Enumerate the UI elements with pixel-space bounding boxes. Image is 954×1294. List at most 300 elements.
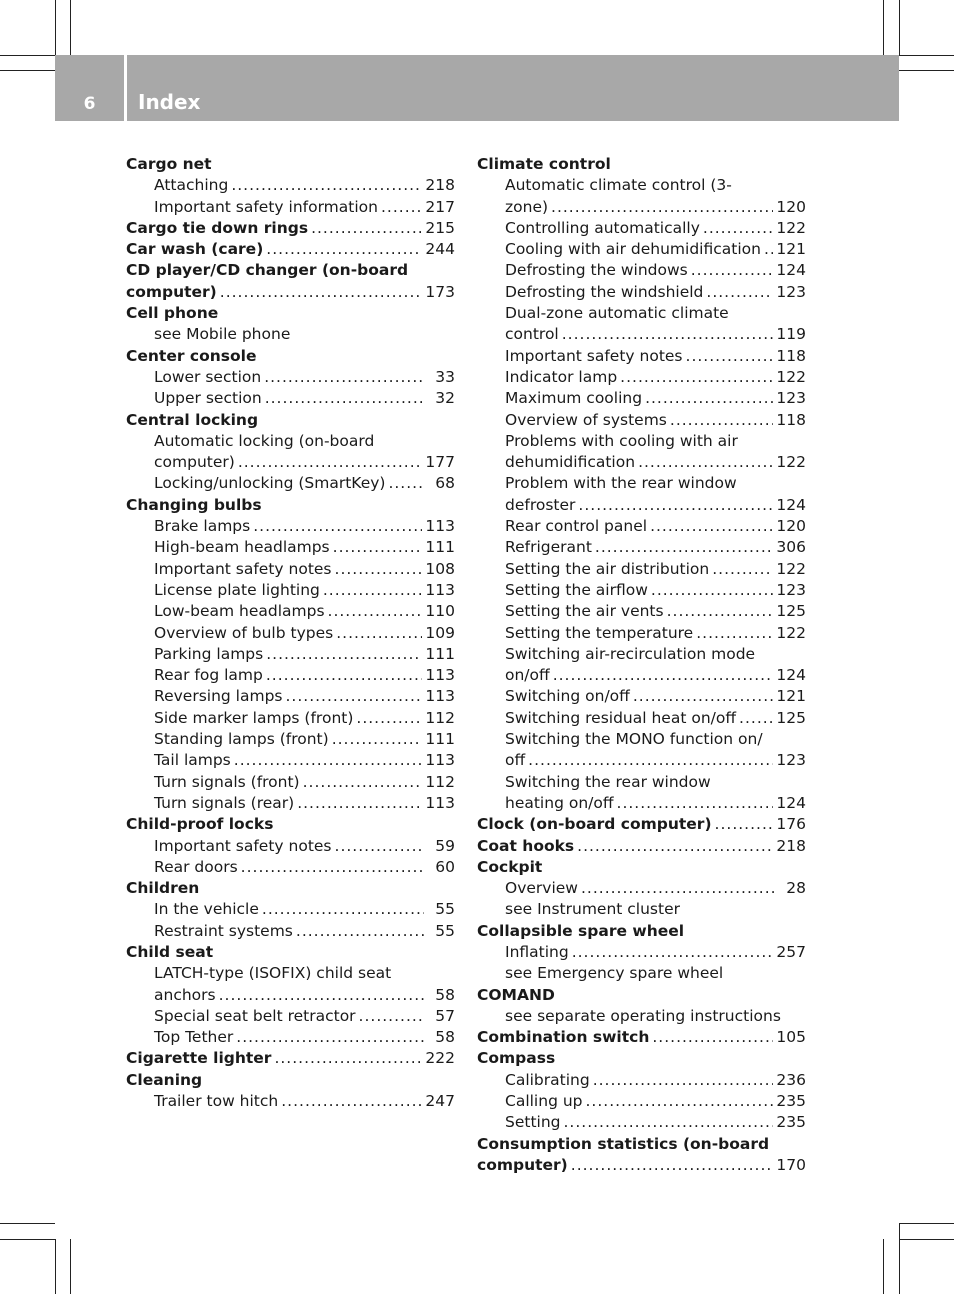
index-subentry xyxy=(477,346,806,367)
crop-mark xyxy=(0,1239,55,1240)
index-subentry xyxy=(126,750,455,771)
dot-leader xyxy=(333,537,423,558)
entry-label: Tail lamps xyxy=(154,751,231,770)
entry-label: Overview xyxy=(505,879,578,898)
dot-leader xyxy=(303,772,423,793)
page-reference: 120 xyxy=(776,197,806,216)
dot-leader xyxy=(281,1091,422,1112)
entry-label: Turn signals (rear) xyxy=(154,793,295,812)
index-subentry xyxy=(126,580,455,601)
entry-label: Special seat belt retractor xyxy=(154,1006,356,1025)
dot-leader xyxy=(686,346,774,367)
crop-mark xyxy=(55,1239,56,1294)
crop-mark xyxy=(899,70,954,71)
entry-label: Central locking xyxy=(126,410,259,429)
page-reference: 125 xyxy=(776,602,806,621)
index-subentry xyxy=(477,473,806,494)
entry-label: Collapsible spare wheel xyxy=(477,921,685,940)
dot-leader xyxy=(633,686,774,707)
page-reference: 58 xyxy=(435,985,455,1004)
dot-leader xyxy=(388,473,424,494)
entry-label: Consumption statistics (on-board xyxy=(477,1134,770,1153)
index-subentry xyxy=(126,921,455,942)
page-reference: 32 xyxy=(435,389,455,408)
index-subentry xyxy=(126,324,455,345)
entry-label: Switching air-recirculation mode xyxy=(505,644,756,663)
crop-mark xyxy=(0,70,55,71)
entry-label: Cargo net xyxy=(126,155,212,173)
entry-label: Lower section xyxy=(154,367,262,386)
index-subentry xyxy=(126,708,455,729)
entry-label: Rear control panel xyxy=(505,517,648,536)
entry-label: computer) xyxy=(154,453,235,472)
header-divider xyxy=(124,55,127,121)
entry-label: Rear fog lamp xyxy=(154,666,263,685)
dot-leader xyxy=(528,750,773,771)
page-reference: 108 xyxy=(425,559,455,578)
page-reference: 121 xyxy=(776,240,806,259)
index-entry xyxy=(477,921,806,942)
page-reference: 218 xyxy=(425,176,455,195)
dot-leader xyxy=(297,793,422,814)
entry-label: Cooling with air dehumidification xyxy=(505,240,761,259)
index-subentry xyxy=(126,623,455,644)
index-entry xyxy=(126,814,455,835)
page-reference: 110 xyxy=(425,602,455,621)
index-subentry xyxy=(126,175,455,196)
index-subentry xyxy=(477,942,806,963)
entry-label: Setting xyxy=(505,1113,561,1132)
entry-label: Switching the MONO function on/ xyxy=(505,730,763,749)
crop-mark xyxy=(70,1239,71,1294)
page-reference: 121 xyxy=(776,687,806,706)
page-reference: 236 xyxy=(776,1070,806,1089)
page-reference: 111 xyxy=(425,644,455,663)
entry-label: Calling up xyxy=(505,1092,583,1111)
index-subentry xyxy=(477,452,806,473)
crop-mark xyxy=(899,55,954,56)
dot-leader xyxy=(593,1070,774,1091)
page-reference: 123 xyxy=(776,282,806,301)
dot-leader xyxy=(219,985,424,1006)
dot-leader xyxy=(238,452,423,473)
index-entry xyxy=(126,410,455,431)
entry-label: Low-beam headlamps xyxy=(154,602,325,621)
dot-leader xyxy=(670,410,774,431)
entry-label: Restraint systems xyxy=(154,921,293,940)
entry-label: Changing bulbs xyxy=(126,495,262,514)
crop-mark xyxy=(899,1239,954,1240)
dot-leader xyxy=(562,324,774,345)
index-subentry xyxy=(126,197,455,218)
dot-leader xyxy=(715,814,774,835)
index-entry xyxy=(126,303,455,324)
dot-leader xyxy=(262,899,424,920)
page-reference: 68 xyxy=(435,474,455,493)
page-reference: 122 xyxy=(776,623,806,642)
entry-label: Dual-zone automatic climate xyxy=(505,304,729,323)
dot-leader xyxy=(586,1091,774,1112)
entry-label: High-beam headlamps xyxy=(154,538,330,557)
entry-label: Coat hooks xyxy=(477,836,575,855)
index-subentry xyxy=(477,218,806,239)
crop-mark xyxy=(70,0,71,55)
index-entry xyxy=(477,1027,806,1048)
page-reference: 60 xyxy=(435,857,455,876)
page-reference: 58 xyxy=(435,1028,455,1047)
dot-leader xyxy=(667,601,774,622)
entry-label: see separate operating instructions xyxy=(505,1006,781,1025)
entry-label: see Mobile phone xyxy=(154,325,291,344)
page-reference: 113 xyxy=(425,751,455,770)
crop-mark xyxy=(0,55,55,56)
index-subentry xyxy=(477,324,806,345)
dot-leader xyxy=(581,878,775,899)
entry-label: Switching on/off xyxy=(505,687,630,706)
entry-label: Cleaning xyxy=(126,1070,203,1089)
index-subentry xyxy=(477,793,806,814)
dot-leader xyxy=(332,729,423,750)
entry-label: heating on/off xyxy=(505,793,614,812)
index-entry xyxy=(126,1048,455,1069)
dot-leader xyxy=(645,388,773,409)
entry-label: Switching the rear window xyxy=(505,772,711,791)
index-subentry xyxy=(477,495,806,516)
entry-label: Problem with the rear window xyxy=(505,474,737,493)
entry-label: Attaching xyxy=(154,176,229,195)
crop-mark xyxy=(883,1239,884,1294)
entry-label: Cockpit xyxy=(477,857,543,876)
index-entry xyxy=(477,154,806,175)
dot-leader xyxy=(323,580,423,601)
entry-label: Important safety information xyxy=(154,197,378,216)
index-entry xyxy=(126,282,455,303)
index-entry xyxy=(477,836,806,857)
entry-label: Center console xyxy=(126,346,257,365)
entry-label: Automatic locking (on-board xyxy=(154,431,375,450)
dot-leader xyxy=(236,1027,424,1048)
index-subentry xyxy=(477,239,806,260)
index-subentry xyxy=(126,772,455,793)
index-entry xyxy=(126,260,455,281)
page-reference: 124 xyxy=(776,793,806,812)
page-reference: 244 xyxy=(425,240,455,259)
index-subentry xyxy=(126,1091,455,1112)
entry-label: Automatic climate control (3- xyxy=(505,176,732,195)
dot-leader xyxy=(712,559,773,580)
entry-label: Turn signals (front) xyxy=(154,772,300,791)
index-subentry xyxy=(126,963,455,984)
page-reference: 113 xyxy=(425,517,455,536)
entry-label: Setting the temperature xyxy=(505,623,694,642)
entry-label: Cigarette lighter xyxy=(126,1049,272,1068)
index-subentry xyxy=(477,282,806,303)
index-subentry xyxy=(477,665,806,686)
dot-leader xyxy=(253,516,422,537)
crop-mark xyxy=(899,1223,954,1224)
page-reference: 215 xyxy=(425,218,455,237)
dot-leader xyxy=(381,197,422,218)
index-subentry xyxy=(477,388,806,409)
entry-label: Standing lamps (front) xyxy=(154,730,329,749)
index-subentry xyxy=(477,537,806,558)
dot-leader xyxy=(577,836,773,857)
entry-label: Important safety notes xyxy=(154,836,332,855)
index-subentry xyxy=(477,559,806,580)
index-entry xyxy=(126,878,455,899)
dot-leader xyxy=(296,921,424,942)
dot-leader xyxy=(328,601,423,622)
dot-leader xyxy=(551,197,773,218)
entry-label: Setting the air vents xyxy=(505,602,664,621)
entry-label: computer) xyxy=(477,1155,568,1174)
entry-label: defroster xyxy=(505,495,576,514)
index-subentry xyxy=(477,1006,806,1027)
index-subentry xyxy=(126,537,455,558)
page-reference: 57 xyxy=(435,1006,455,1025)
page-reference: 118 xyxy=(776,410,806,429)
crop-mark xyxy=(0,1223,55,1224)
index-subentry xyxy=(477,729,806,750)
index-subentry xyxy=(126,899,455,920)
dot-leader xyxy=(335,559,423,580)
page-reference: 125 xyxy=(776,708,806,727)
dot-leader xyxy=(650,516,773,537)
entry-label: see Instrument cluster xyxy=(505,900,680,919)
dot-leader xyxy=(578,495,773,516)
index-entry xyxy=(477,1048,806,1069)
index-subentry xyxy=(477,623,806,644)
entry-label: Refrigerant xyxy=(505,538,592,557)
index-subentry xyxy=(477,431,806,452)
entry-label: zone) xyxy=(505,197,549,216)
page-reference: 122 xyxy=(776,453,806,472)
page-reference: 124 xyxy=(776,666,806,685)
page-reference: 170 xyxy=(776,1155,806,1174)
index-subentry xyxy=(477,686,806,707)
page-title: Index xyxy=(138,90,201,114)
page-reference: 123 xyxy=(776,751,806,770)
entry-label: Children xyxy=(126,879,200,898)
index-subentry xyxy=(477,580,806,601)
entry-label: Overview of bulb types xyxy=(154,623,334,642)
index-entry xyxy=(126,1070,455,1091)
index-subentry xyxy=(477,410,806,431)
crop-mark xyxy=(899,0,900,55)
entry-label: Problems with cooling with air xyxy=(505,431,738,450)
entry-label: Locking/unlocking (SmartKey) xyxy=(154,474,386,493)
page-reference: 113 xyxy=(425,687,455,706)
index-subentry xyxy=(126,665,455,686)
index-entry xyxy=(477,1155,806,1176)
entry-label: Upper section xyxy=(154,389,262,408)
entry-label: off xyxy=(505,751,526,770)
entry-label: Parking lamps xyxy=(154,644,264,663)
entry-label: Rear doors xyxy=(154,857,238,876)
entry-label: dehumidification xyxy=(505,453,636,472)
dot-leader xyxy=(564,1112,774,1133)
page-reference: 124 xyxy=(776,261,806,280)
page-number: 6 xyxy=(83,94,96,114)
index-column-left xyxy=(126,154,455,1112)
dot-leader xyxy=(571,1155,774,1176)
entry-label: Setting the air distribution xyxy=(505,559,710,578)
dot-leader xyxy=(311,218,422,239)
dot-leader xyxy=(234,750,423,771)
entry-label: Trailer tow hitch xyxy=(154,1092,279,1111)
crop-mark xyxy=(883,0,884,55)
entry-label: Brake lamps xyxy=(154,517,251,536)
index-subentry xyxy=(126,644,455,665)
index-subentry xyxy=(477,899,806,920)
entry-label: Inflating xyxy=(505,942,569,961)
dot-leader xyxy=(241,857,424,878)
entry-label: Important safety notes xyxy=(505,346,683,365)
entry-label: Calibrating xyxy=(505,1070,590,1089)
entry-label: Child-proof locks xyxy=(126,815,274,834)
index-column-right xyxy=(477,154,806,1176)
index-subentry xyxy=(477,367,806,388)
page-reference: 120 xyxy=(776,517,806,536)
entry-label: see Emergency spare wheel xyxy=(505,964,724,983)
page-reference: 59 xyxy=(435,836,455,855)
dot-leader xyxy=(696,623,773,644)
crop-mark xyxy=(55,0,56,55)
index-subentry xyxy=(126,985,455,1006)
page-reference: 113 xyxy=(425,666,455,685)
dot-leader xyxy=(359,1006,424,1027)
page-reference: 33 xyxy=(435,367,455,386)
page-reference: 217 xyxy=(425,197,455,216)
dot-leader xyxy=(285,686,422,707)
page-reference: 55 xyxy=(435,921,455,940)
page-reference: 257 xyxy=(776,942,806,961)
index-subentry xyxy=(126,729,455,750)
dot-leader xyxy=(231,175,422,196)
index-subentry xyxy=(126,793,455,814)
page-reference: 28 xyxy=(786,879,806,898)
index-subentry xyxy=(126,367,455,388)
index-subentry xyxy=(126,473,455,494)
page-reference: 247 xyxy=(425,1092,455,1111)
page-reference: 176 xyxy=(776,815,806,834)
page-reference: 112 xyxy=(425,708,455,727)
index-subentry xyxy=(126,686,455,707)
entry-label: License plate lighting xyxy=(154,580,320,599)
dot-leader xyxy=(274,1048,422,1069)
index-subentry xyxy=(126,1027,455,1048)
dot-leader xyxy=(265,388,424,409)
index-entry xyxy=(477,1134,806,1155)
page-reference: 112 xyxy=(425,772,455,791)
dot-leader xyxy=(706,282,773,303)
dot-leader xyxy=(703,218,774,239)
entry-label: on/off xyxy=(505,666,550,685)
dot-leader xyxy=(691,260,774,281)
entry-label: control xyxy=(505,325,559,344)
index-subentry xyxy=(477,175,806,196)
dot-leader xyxy=(264,367,424,388)
index-subentry xyxy=(477,750,806,771)
page-reference: 113 xyxy=(425,793,455,812)
index-subentry xyxy=(126,1006,455,1027)
index-subentry xyxy=(477,516,806,537)
entry-label: Cell phone xyxy=(126,304,219,323)
index-entry xyxy=(477,857,806,878)
page-reference: 123 xyxy=(776,580,806,599)
crop-mark xyxy=(899,1223,900,1294)
index-entry xyxy=(477,814,806,835)
entry-label: computer) xyxy=(126,282,217,301)
entry-label: Indicator lamp xyxy=(505,367,618,386)
dot-leader xyxy=(651,580,774,601)
entry-label: Important safety notes xyxy=(154,559,332,578)
index-entry xyxy=(126,495,455,516)
page-reference: 109 xyxy=(425,623,455,642)
dot-leader xyxy=(356,708,422,729)
entry-label: Switching residual heat on/off xyxy=(505,708,737,727)
page-reference: 123 xyxy=(776,389,806,408)
index-subentry xyxy=(477,260,806,281)
entry-label: anchors xyxy=(154,985,216,1004)
index-entry xyxy=(126,154,455,175)
dot-leader xyxy=(739,708,773,729)
page-reference: 124 xyxy=(776,495,806,514)
entry-label: Maximum cooling xyxy=(505,389,643,408)
page-reference: 55 xyxy=(435,900,455,919)
page-reference: 111 xyxy=(425,538,455,557)
index-subentry xyxy=(477,197,806,218)
index-entry xyxy=(126,346,455,367)
index-subentry xyxy=(477,772,806,793)
index-subentry xyxy=(126,857,455,878)
index-subentry xyxy=(477,1070,806,1091)
dot-leader xyxy=(553,665,774,686)
index-subentry xyxy=(126,452,455,473)
dot-leader xyxy=(266,644,422,665)
entry-label: Child seat xyxy=(126,942,214,961)
entry-label: Climate control xyxy=(477,155,611,173)
index-subentry xyxy=(477,303,806,324)
index-subentry xyxy=(477,601,806,622)
dot-leader xyxy=(335,836,424,857)
index-subentry xyxy=(477,963,806,984)
page-reference: 105 xyxy=(776,1028,806,1047)
dot-leader xyxy=(266,239,422,260)
entry-label: COMAND xyxy=(477,985,555,1004)
entry-label: Combination switch xyxy=(477,1028,650,1047)
page-reference: 173 xyxy=(425,282,455,301)
page-reference: 122 xyxy=(776,218,806,237)
dot-leader xyxy=(336,623,422,644)
page-reference: 222 xyxy=(425,1049,455,1068)
entry-label: Defrosting the windows xyxy=(505,261,688,280)
page-reference: 235 xyxy=(776,1113,806,1132)
page-reference: 113 xyxy=(425,580,455,599)
entry-label: Top Tether xyxy=(154,1028,234,1047)
index-subentry xyxy=(126,388,455,409)
index-subentry xyxy=(126,559,455,580)
page-reference: 118 xyxy=(776,346,806,365)
entry-label: Reversing lamps xyxy=(154,687,283,706)
index-entry xyxy=(126,239,455,260)
entry-label: Cargo tie down rings xyxy=(126,218,309,237)
page-reference: 306 xyxy=(776,538,806,557)
index-entry xyxy=(126,218,455,239)
index-subentry xyxy=(477,708,806,729)
entry-label: CD player/CD changer (on-board xyxy=(126,261,409,280)
entry-label: Setting the airflow xyxy=(505,580,648,599)
